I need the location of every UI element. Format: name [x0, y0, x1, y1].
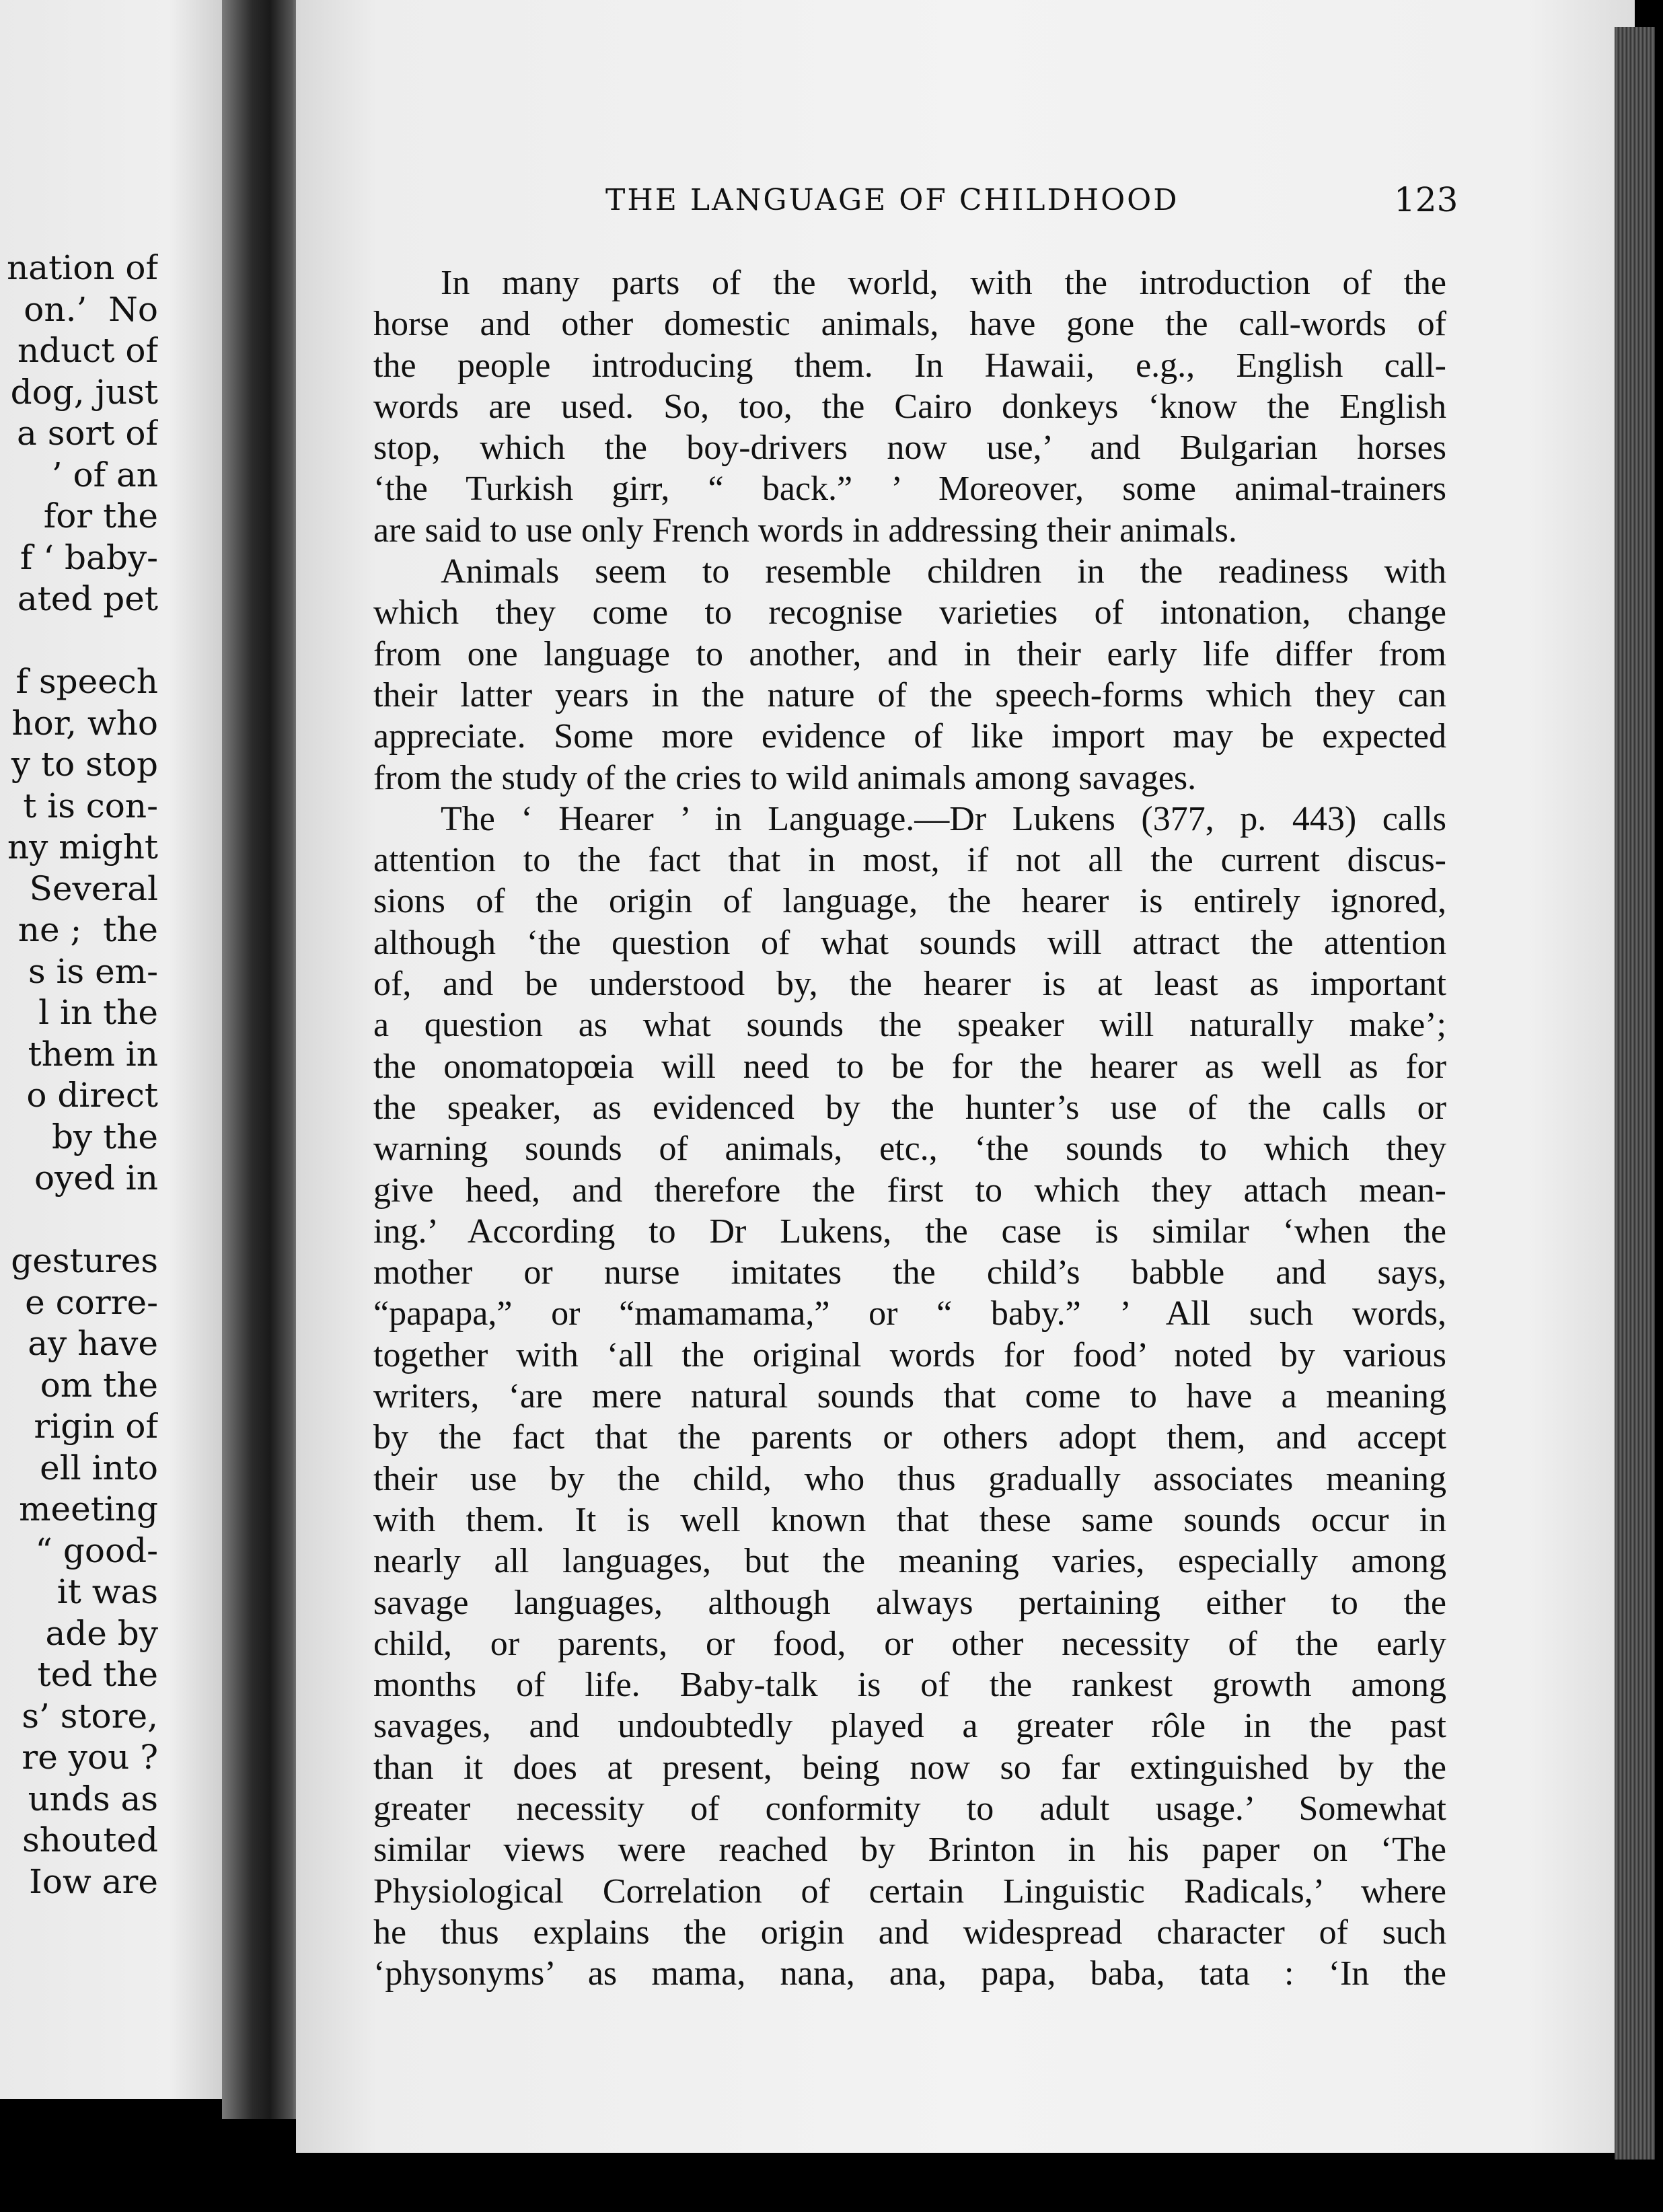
text-line: with them. It is well known that these same sounds occur in: [373, 1500, 1446, 1539]
text-line: savages, and undoubtedly played a greater rôle in the past: [373, 1707, 1446, 1746]
facing-page: [0, 0, 242, 2099]
text-line: from one language to another, and in their early life differ from: [373, 634, 1446, 673]
text-line: attention to the fact that in most, if not all the current discus-: [373, 841, 1446, 880]
facing-page-line: nation of: [7, 248, 158, 287]
text-line: ‘physonyms’ as mama, nana, ana, papa, baba, tata : ‘In the: [373, 1954, 1446, 1993]
text-line: sions of the origin of language, the hearer is entirely ignored,: [373, 882, 1446, 921]
text-line: writers, ‘are mere natural sounds that come to have a meaning: [373, 1377, 1446, 1416]
text-line: greater necessity of conformity to adult usage.’ Somewhat: [373, 1789, 1446, 1828]
facing-page-line: dog, just: [10, 372, 158, 412]
page-number: 123: [1394, 180, 1458, 219]
facing-page-line: s is em-: [28, 951, 158, 991]
facing-page-line: [0, 620, 158, 662]
facing-page-line: shouted: [22, 1820, 158, 1859]
text-line: stop, which the boy-drivers now use,’ and Bulgarian horses: [373, 429, 1446, 468]
facing-page-line: ay have: [28, 1324, 158, 1363]
text-line: which they come to recognise varieties of intonation, change: [373, 593, 1446, 632]
text-line: savage languages, although always pertaining either to the: [373, 1583, 1446, 1622]
text-line: warning sounds of animals, etc., ‘the sounds to which they: [373, 1130, 1446, 1169]
facing-page-line: oyed in: [34, 1158, 158, 1197]
text-line: he thus explains the origin and widespread character of such: [373, 1913, 1446, 1952]
facing-page-text: [0, 248, 158, 1903]
text-line: words are used. So, too, the Cairo donkeys ‘know the English: [373, 387, 1446, 426]
text-line: child, or parents, or food, or other necessity of the early: [373, 1624, 1446, 1663]
facing-page-line: ade by: [45, 1613, 158, 1653]
text-line: give heed, and therefore the first to which they attach mean-: [373, 1171, 1446, 1210]
facing-page-line: ell into: [40, 1448, 158, 1487]
facing-page-line: ne ; the: [17, 910, 158, 949]
facing-page-line: nduct of: [17, 331, 158, 370]
text-line: their latter years in the nature of the speech-forms which they can: [373, 675, 1446, 714]
facing-page-line: e corre-: [25, 1282, 158, 1322]
facing-page-line: on.’ No: [24, 289, 158, 329]
text-line: similar views were reached by Brinton in his paper on ‘The: [373, 1831, 1446, 1870]
facing-page-line: a sort of: [17, 414, 158, 453]
text-line: the people introducing them. In Hawaii, e.g., English call-: [373, 346, 1446, 385]
text-line: “papapa,” or “mamamama,” or “ baby.” ’ All such words,: [373, 1294, 1446, 1333]
facing-page-line: ny might: [7, 827, 158, 867]
page-edges: [1615, 27, 1655, 2160]
facing-page-line: for the: [43, 496, 158, 536]
running-head: THE LANGUAGE OF CHILDHOOD: [605, 183, 1179, 217]
facing-page-line: “ good-: [35, 1531, 158, 1570]
facing-page-line: by the: [51, 1117, 158, 1156]
facing-page-line: hor, who: [11, 703, 158, 743]
facing-page-line: unds as: [28, 1779, 158, 1818]
text-line: the onomatopœia will need to be for the hearer as well as for: [373, 1047, 1446, 1086]
text-line: are said to use only French words in addressing their animals.: [373, 511, 1237, 550]
text-line: the speaker, as evidenced by the hunter’s use of the calls or: [373, 1088, 1446, 1127]
facing-page-line: ’ of an: [51, 455, 158, 494]
facing-page-line: Several: [29, 869, 158, 908]
text-line: horse and other domestic animals, have gone the call-words of: [373, 305, 1446, 344]
facing-page-line: s’ store,: [22, 1696, 158, 1736]
body-text: [373, 262, 1446, 1994]
text-line: by the fact that the parents or others adopt them, and accept: [373, 1418, 1446, 1457]
text-line: their use by the child, who thus gradually associates meaning: [373, 1459, 1446, 1498]
text-line: together with ‘all the original words for food’ noted by various: [373, 1335, 1446, 1374]
text-line: a question as what sounds the speaker will naturally make’;: [373, 1006, 1446, 1045]
facing-page-line: re you ?: [22, 1738, 158, 1777]
text-line: In many parts of the world, with the introduction of the: [441, 264, 1446, 302]
facing-page-line: [0, 1200, 158, 1241]
facing-page-line: them in: [28, 1034, 158, 1074]
text-line: than it does at present, being now so far extinguished by the: [373, 1748, 1446, 1787]
text-line: mother or nurse imitates the child’s babble and says,: [373, 1253, 1446, 1292]
facing-page-line: l in the: [38, 993, 158, 1032]
text-line: ing.’ According to Dr Lukens, the case is similar ‘when the: [373, 1212, 1446, 1251]
text-line: of, and be understood by, the hearer is at least as important: [373, 965, 1446, 1004]
facing-page-line: y to stop: [11, 745, 158, 784]
text-line: nearly all languages, but the meaning varies, especially among: [373, 1542, 1446, 1581]
text-line: Physiological Correlation of certain Linguistic Radicals,’ where: [373, 1872, 1446, 1911]
facing-page-line: it was: [57, 1572, 158, 1611]
text-line: appreciate. Some more evidence of like import may be expected: [373, 717, 1446, 756]
text-line: Animals seem to resemble children in the readiness with: [441, 552, 1446, 591]
text-line: months of life. Baby-talk is of the rankest growth among: [373, 1666, 1446, 1705]
text-line: although ‘the question of what sounds will attract the attention: [373, 923, 1446, 962]
facing-page-line: rigin of: [34, 1407, 158, 1446]
facing-page-line: f speech: [15, 662, 158, 701]
facing-page-line: meeting: [19, 1489, 158, 1528]
facing-page-line: ted the: [37, 1655, 158, 1694]
facing-page-line: gestures: [11, 1241, 158, 1280]
facing-page-line: om the: [40, 1365, 158, 1405]
text-line: from the study of the cries to wild animals among savages.: [373, 758, 1197, 797]
facing-page-line: Iow are: [29, 1861, 158, 1901]
facing-page-line: f ‘ baby-: [20, 538, 158, 577]
facing-page-line: o direct: [26, 1076, 158, 1115]
text-line: ‘the Turkish girr, “ back.” ’ Moreover, some animal-trainers: [373, 470, 1446, 509]
section-heading-line: The ‘ Hearer ’ in Language.—Dr Lukens (377, p. 443) calls: [441, 799, 1446, 838]
facing-page-line: ated pet: [17, 579, 158, 618]
facing-page-line: t is con-: [23, 786, 158, 825]
